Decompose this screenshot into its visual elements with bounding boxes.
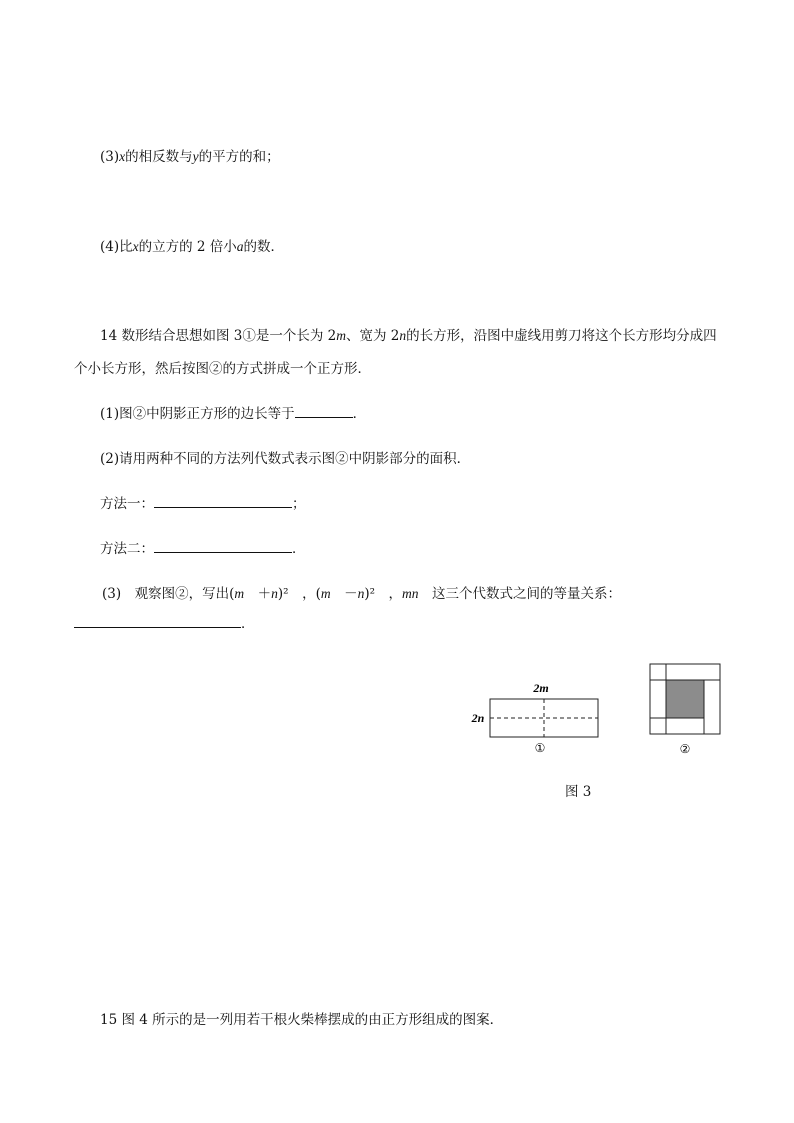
item-3: (3)x的相反数与y的平方的和； xyxy=(100,149,280,165)
answer-blank-method-one[interactable] xyxy=(154,506,292,508)
item-4: (4)比x的立方的 2 倍小a的数． xyxy=(100,239,285,255)
problem-14-line-2: 个小长方形，然后按图②的方式拼成一个正方形． xyxy=(74,361,371,377)
figure-3-caption: 图 3 xyxy=(565,784,592,800)
problem-14-line-1: 14 数形结合思想如图 3①是一个长为 2m、宽为 2n的长方形，沿图中虚线用剪刀将这个长方形均分成四 xyxy=(100,328,717,344)
problem-14-part-3-answer-row: ． xyxy=(74,615,255,633)
problem-15: 15 图 4 所示的是一列用若干根火柴棒摆成的由正方形组成的图案． xyxy=(100,1012,504,1028)
answer-blank-relation[interactable] xyxy=(74,626,241,628)
label-circle-1: ① xyxy=(534,741,546,755)
figure-3-rectangle xyxy=(468,678,608,760)
label-2n: 2n xyxy=(471,711,485,725)
answer-blank-method-two[interactable] xyxy=(154,551,292,553)
problem-14-part-3: (3) 观察图②，写出(m ＋n)² ，(m －n)² ，mn 这三个代数式之间的等量关系： xyxy=(102,586,622,602)
method-two-row: 方法二： ． xyxy=(100,541,306,557)
method-one-row: 方法一： ； xyxy=(100,496,306,512)
shaded-square xyxy=(666,680,704,718)
problem-14-part-1: (1)图②中阴影正方形的边长等于 ． xyxy=(100,406,367,422)
label-2m: 2m xyxy=(533,681,549,695)
problem-14-part-2: (2)请用两种不同的方法列代数式表示图②中阴影部分的面积． xyxy=(100,451,471,467)
label-circle-2: ② xyxy=(679,742,691,756)
figure-3-square xyxy=(646,660,726,760)
answer-blank-side-length[interactable] xyxy=(295,416,353,418)
